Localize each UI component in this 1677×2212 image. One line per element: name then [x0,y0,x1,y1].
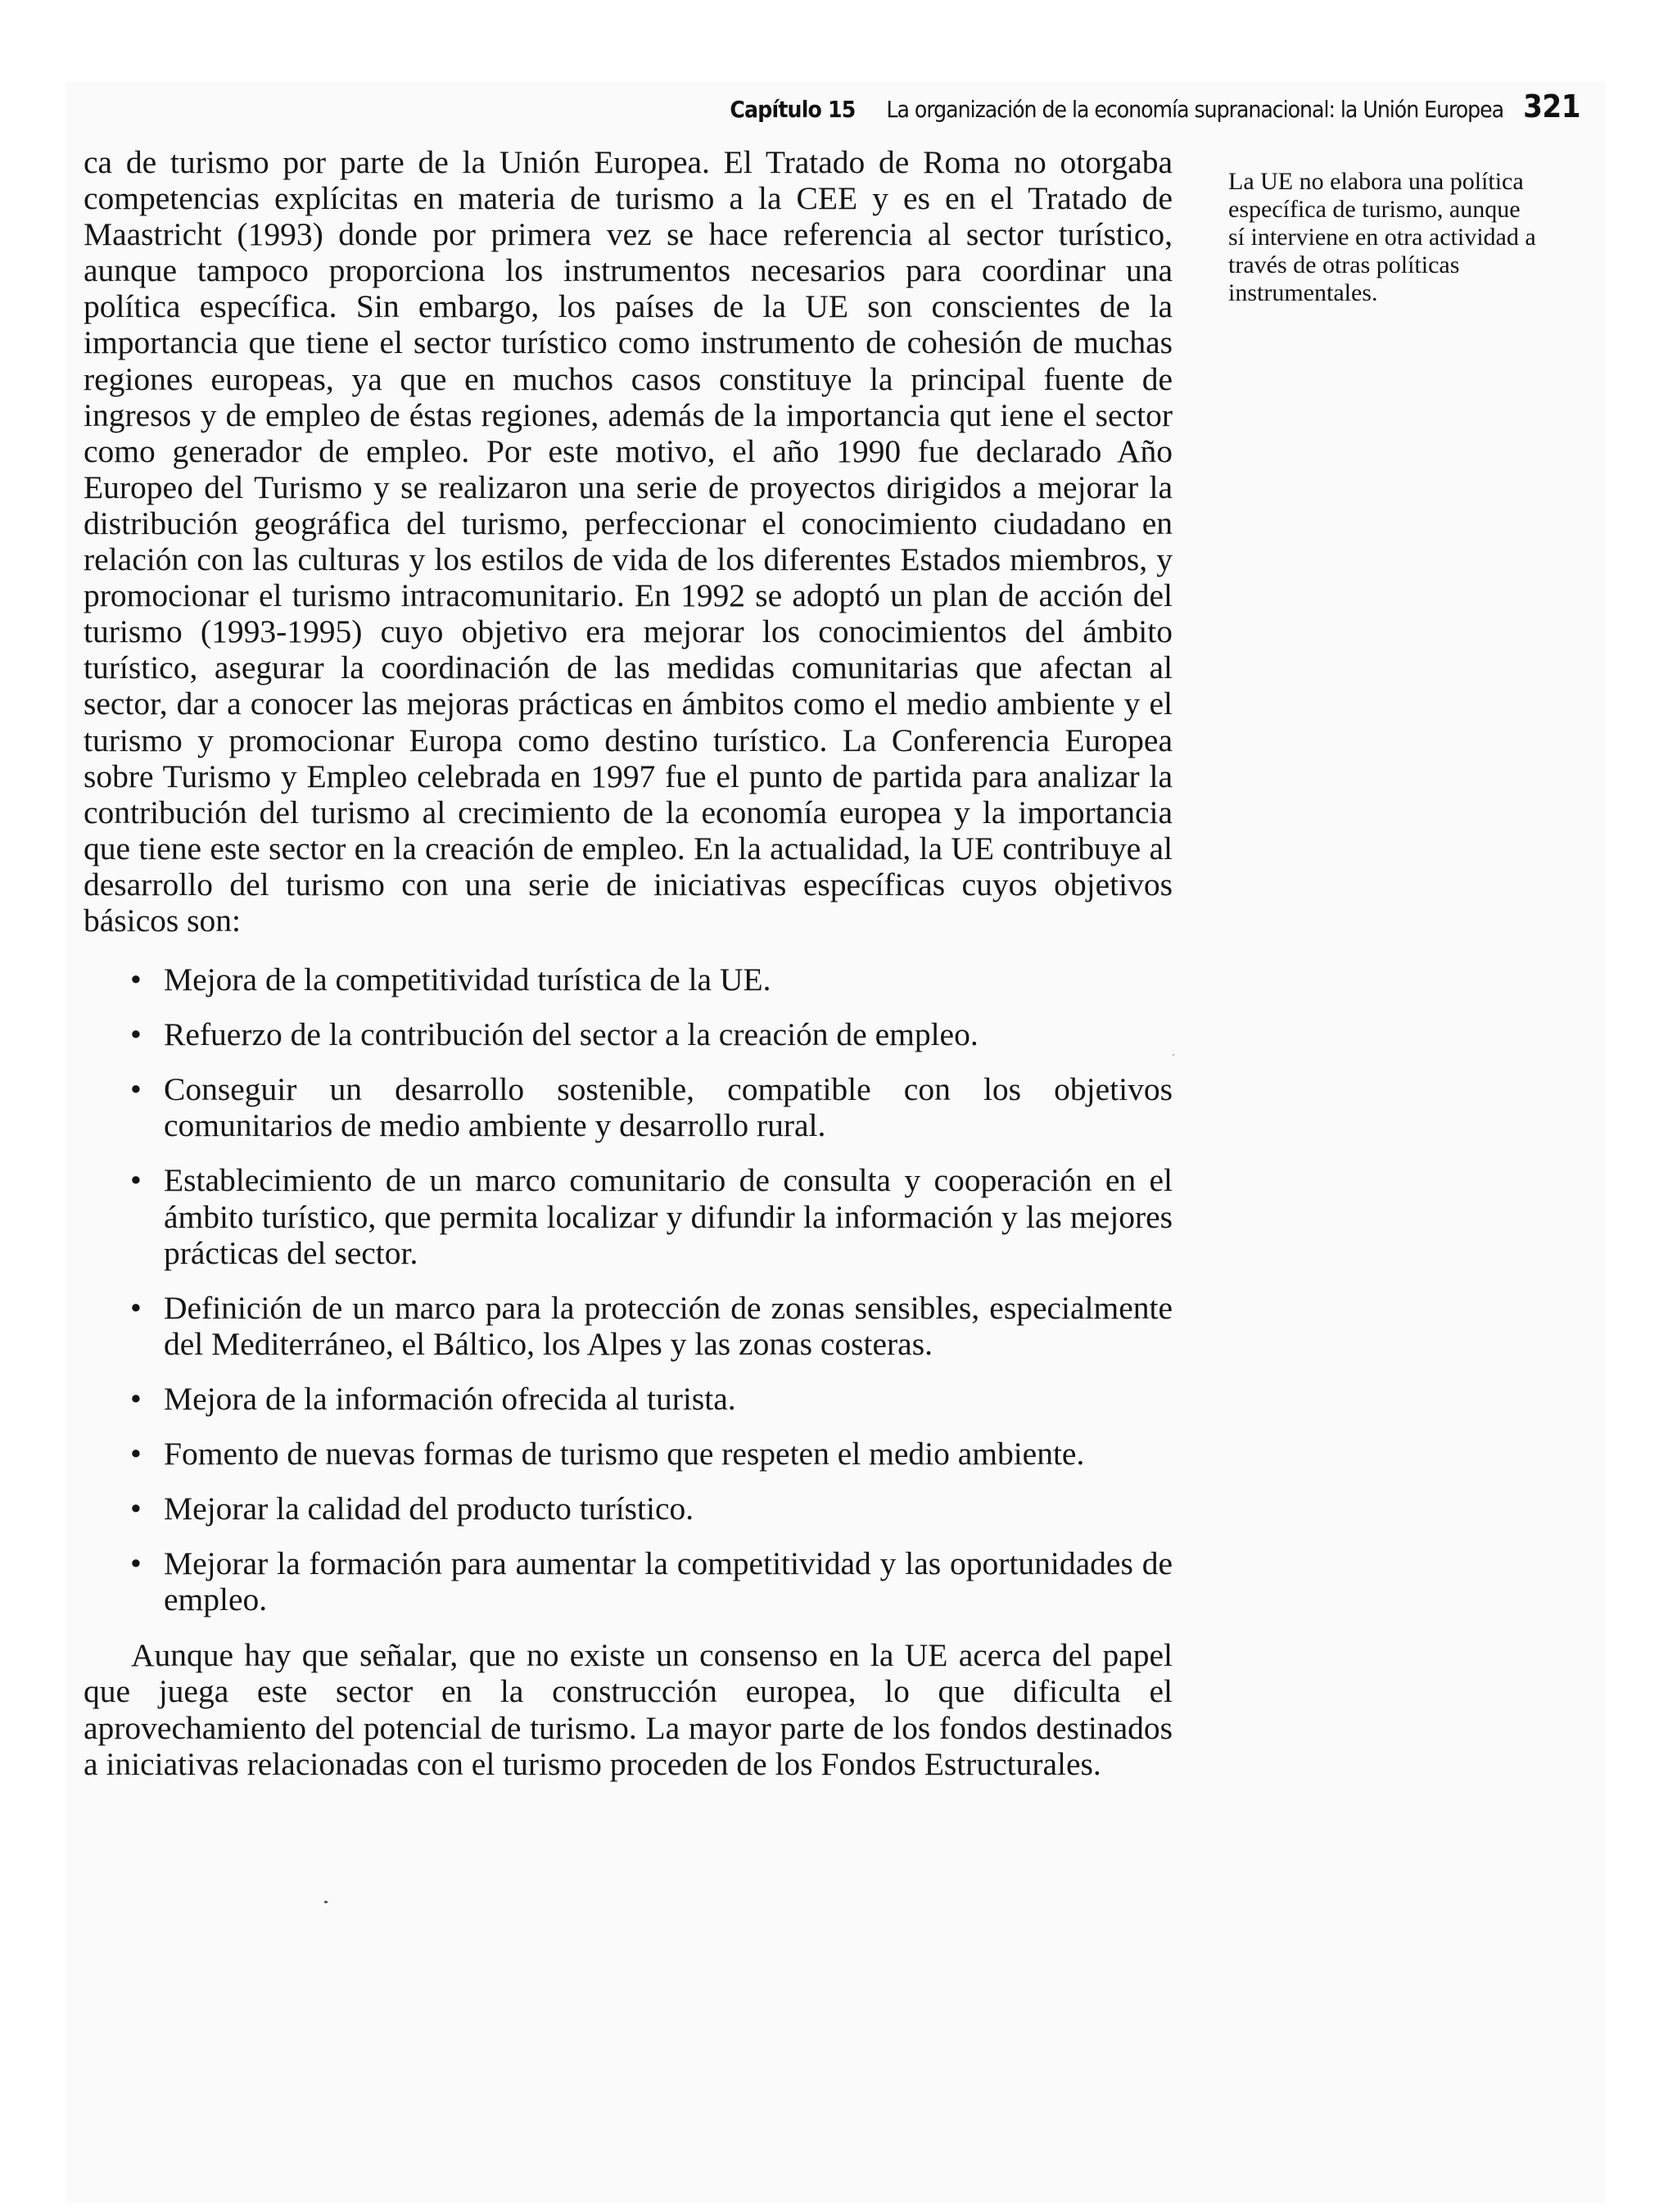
list-item-text: Conseguir un desarrollo sostenible, compatible con los objetivos comunitarios de medio ambiente y desarrollo rural. [164,1071,1173,1144]
list-item [84,1071,1173,1143]
list-item-text: Mejora de la información ofrecida al turista. [164,1380,736,1417]
page-number: 321 [1523,88,1580,124]
list-item-text: Fomento de nuevas formas de turismo que respeten el medio ambiente. [164,1436,1085,1472]
list-item [84,1490,1173,1527]
list-item-text: Definición de un marco para la protección de zonas sensibles, especialmente del Mediterráneo, el Báltico, los Alpes y las zonas costeras. [164,1289,1173,1362]
list-item-text: Establecimiento de un marco comunitario de consulta y cooperación en el ámbito turístico, que permita localizar y difundir la información y las mejores prácticas del sector. [164,1162,1173,1271]
bullet-marker: • [130,961,142,998]
list-item-text: Mejora de la competitividad turística de la UE. [164,961,771,998]
chapter-title: La organización de la economía supranacional: la Unión Europea [886,96,1504,123]
bullet-marker: • [130,1436,142,1472]
margin-note: La UE no elabora una política específica de turismo, aunque sí interviene en otra actividad a través de otras políticas instrumentales. [1228,168,1536,306]
bullet-marker: • [130,1289,142,1326]
list-item [84,1381,1173,1417]
bullet-marker: • [130,1162,142,1199]
scan-speck [1173,1054,1174,1056]
list-item-text: Refuerzo de la contribución del sector a la creación de empleo. [164,1016,979,1053]
list-item [84,1436,1173,1472]
list-item-text: Mejorar la calidad del producto turístico. [164,1490,694,1527]
bullet-marker: • [130,1016,142,1053]
body-paragraph-1: ca de turismo por parte de la Unión Europea. El Tratado de Roma no otorgaba competencias explícitas en materia de turismo a la CEE y es en el Tratado de Maastricht (1993) donde por primera vez se hace referencia al sector turístico, aunque tampoco proporciona los instrumentos necesarios para coordinar una política específica. Sin embargo, los países de la UE son conscientes de la importancia que tiene el sector turístico como instrumento de cohesión de muchas regiones europeas, ya que en muchos casos constituye la principal fuente de ingresos y de empleo de éstas regiones, además de la importancia qut iene el sector como generador de empleo. Por este motivo, el año 1990 fue declarado Año Europeo del Turismo y se realizaron una serie de proyectos dirigidos a mejorar la distribución geográfica del turismo, perfeccionar el conocimiento ciudadano en relación con las culturas y los estilos de vida de los diferentes Estados miembros, y promocionar el turismo intracomunitario. En 1992 se adoptó un plan de acción del turismo (1993-1995) cuyo objetivo era mejorar los conocimientos del ámbito turístico, asegurar la coordinación de las medidas comunitarias que afectan al sector, dar a conocer las mejoras prácticas en ámbitos como el medio ambiente y el turismo y promocionar Europa como destino turístico. La Conferencia Europea sobre Turismo y Empleo celebrada en 1997 fue el punto de partida para analizar la contribución del turismo al crecimiento de la economía europea y la importancia que tiene este sector en la creación de empleo. En la actualidad, la UE contribuye al desarrollo del turismo con una serie de iniciativas específicas cuyos objetivos básicos son: [84,144,1173,939]
main-text-column [84,144,1173,1782]
list-item [84,961,1173,997]
chapter-label: Capítulo 15 [730,96,856,123]
bullet-marker: • [130,1380,142,1417]
bullet-marker: • [130,1490,142,1527]
list-item-text: Mejorar la formación para aumentar la competitividad y las oportunidades de empleo. [164,1545,1173,1618]
list-item [84,1016,1173,1052]
scan-speck [324,1901,328,1903]
list-item [84,1290,1173,1362]
body-paragraph-2: Aunque hay que señalar, que no existe un consenso en la UE acerca del papel que juega este sector en la construcción europea, lo que dificulta el aprovechamiento del potencial de turismo. La mayor parte de los fondos destinados a iniciativas relacionadas con el turismo proceden de los Fondos Estructurales. [84,1637,1173,1782]
bullet-marker: • [130,1071,142,1108]
objectives-list [84,961,1173,1617]
list-item [84,1162,1173,1270]
bullet-marker: • [130,1545,142,1582]
running-header [696,88,1580,126]
list-item [84,1545,1173,1617]
